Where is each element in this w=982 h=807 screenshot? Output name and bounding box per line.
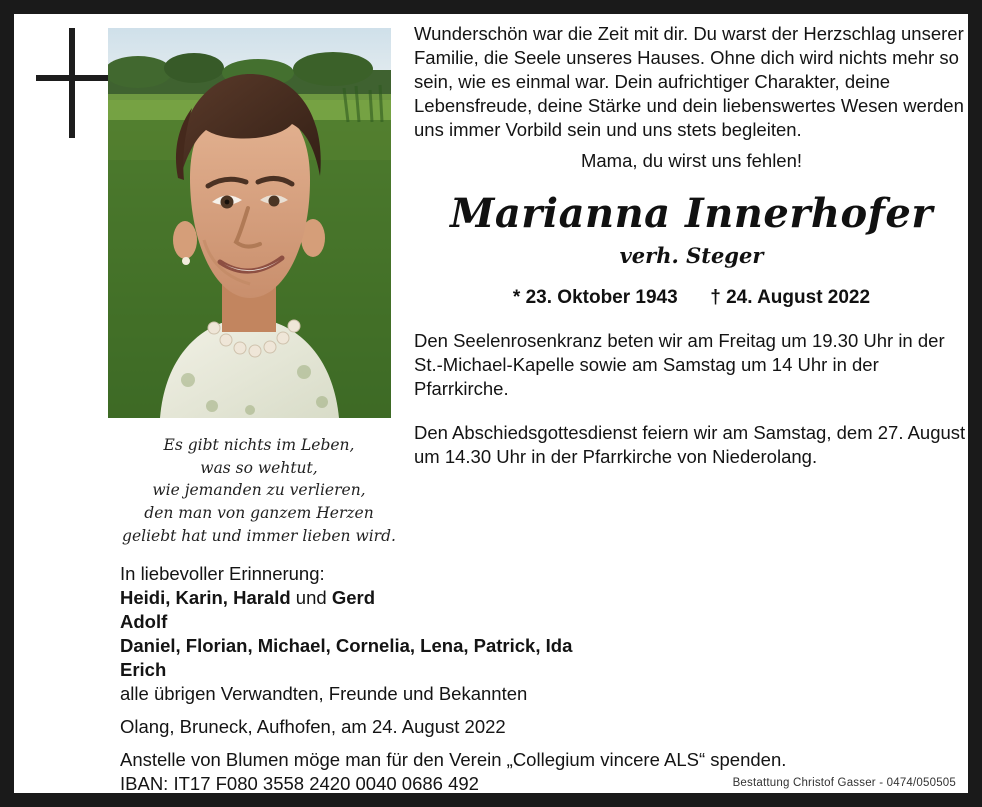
photo-caption-line: was so wehtut,: [200, 458, 318, 477]
survivors-conjunction: und: [295, 587, 327, 609]
obituary-text-column: [414, 22, 968, 470]
survivors-line-4: Erich: [120, 659, 167, 681]
death-date: † 24. August 2022: [710, 287, 871, 309]
photo-caption-line: wie jemanden zu verlieren,: [152, 481, 366, 500]
intro-paragraph: [414, 22, 968, 173]
survivors-line-2: Adolf: [120, 611, 168, 633]
photo-caption-line: Es gibt nichts im Leben,: [163, 436, 355, 454]
survivors-names-primary: Heidi, Karin, Harald: [120, 587, 291, 609]
intro-paragraph-text: Wunderschön war die Zeit mit dir. Du warst der Herzschlag unserer Familie, die Seele unseres Hauses. Ohne dich wird nichts mehr so sein, wie es einmal war. Dein aufrichtiger Charakter, deine Lebensfreude, deine Stärke und dein liebenswertes Wesen werden uns immer Vorbild sein und uns stets begleiten.: [414, 23, 964, 141]
survivors-line-5: alle übrigen Verwandten, Freunde und Bekannten: [120, 683, 528, 705]
survivors-line-3: Daniel, Florian, Michael, Cornelia, Lena, Patrick, Ida: [120, 635, 573, 657]
photo-caption-line: den man von ganzem Herzen: [144, 503, 374, 522]
deceased-name: Marianna Innerhofer: [450, 190, 933, 238]
iban-line: IBAN: IT17 F080 3558 2420 0040 0686 492: [120, 773, 479, 793]
obituary-card: [14, 14, 968, 793]
photo-caption-line: geliebt hat und immer lieben wird.: [122, 526, 396, 545]
deceased-maiden-name: verh. Steger: [619, 243, 764, 269]
funeral-home-credit: Bestattung Christof Gasser - 0474/050505: [732, 777, 956, 789]
survivors-heading: In liebevoller Erinnerung:: [120, 563, 325, 584]
donation-note: Anstelle von Blumen möge man für den Verein „Collegium vincere ALS“ spenden.: [120, 749, 787, 771]
portrait-photo: [108, 28, 391, 418]
intro-closing-line: Mama, du wirst uns fehlen!: [580, 150, 803, 172]
cross-horizontal-bar: [36, 75, 110, 81]
survivors-names-primary-2: Gerd: [331, 587, 375, 609]
spacer: [120, 739, 950, 748]
life-dates: [414, 287, 968, 309]
funeral-paragraph: Den Abschiedsgottesdienst feiern wir am Samstag, dem 27. August um 14.30 Uhr in der Pfarrkirche von Niederolang.: [414, 422, 966, 468]
birth-date: * 23. Oktober 1943: [512, 287, 678, 309]
spacer: [120, 706, 950, 715]
rosary-paragraph: Den Seelenrosenkranz beten wir am Freitag um 19.30 Uhr in der St.-Michael-Kapelle sowie am Samstag um 14 Uhr in der Pfarrkirche.: [414, 330, 945, 400]
portrait-illustration: [108, 28, 391, 418]
photo-caption: [114, 434, 404, 547]
cross-vertical-bar: [69, 28, 75, 138]
places-and-date: Olang, Bruneck, Aufhofen, am 24. August 2022: [120, 716, 506, 738]
cross-icon: [36, 28, 110, 138]
survivors-line-1: [120, 586, 950, 610]
survivors-block: [120, 562, 950, 793]
